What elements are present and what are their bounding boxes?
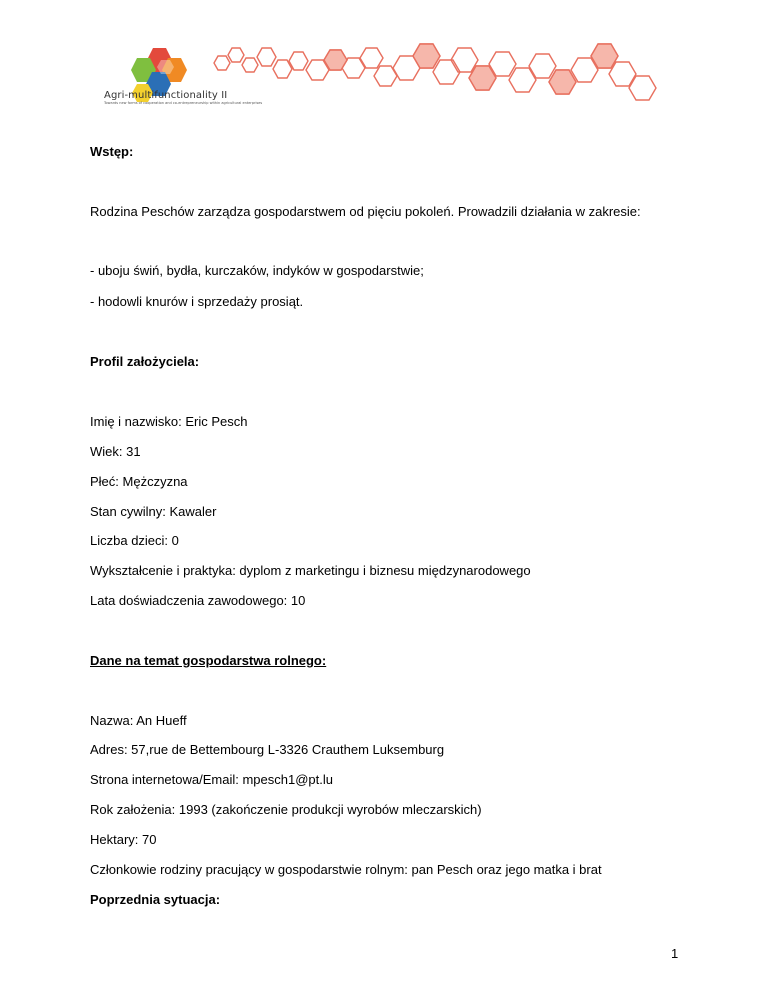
founder-age: Wiek: 31 xyxy=(90,444,141,459)
farm-founding-year: Rok założenia: 1993 (zakończenie produkcji wyrobów mleczarskich) xyxy=(90,802,482,817)
logo-graphic xyxy=(0,0,768,125)
founder-gender: Płeć: Mężczyzna xyxy=(90,474,188,489)
farm-name: Nazwa: An Hueff xyxy=(90,713,187,728)
intro-text: Rodzina Peschów zarządza gospodarstwem od pięciu pokoleń. Prowadzili działania w zakresie: xyxy=(90,204,641,219)
page-number: 1 xyxy=(671,946,679,961)
header-banner xyxy=(0,0,768,125)
intro-item: - uboju świń, bydła, kurczaków, indyków w gospodarstwie; xyxy=(90,263,424,278)
founder-name: Imię i nazwisko: Eric Pesch xyxy=(90,414,248,429)
logo-title: Agri-multifunctionality II xyxy=(104,90,228,101)
previous-situation-heading: Poprzednia sytuacja: xyxy=(90,892,221,907)
farm-hectares: Hektary: 70 xyxy=(90,832,157,847)
intro-item: - hodowli knurów i sprzedaży prosiąt. xyxy=(90,294,304,309)
founder-heading: Profil założyciela: xyxy=(90,354,200,369)
farm-heading: Dane na temat gospodarstwa rolnego: xyxy=(90,653,327,668)
farm-website-email: Strona internetowa/Email: mpesch1@pt.lu xyxy=(90,772,333,787)
logo-subtitle: Towards new forms of cooperation and co-entrepreneurship within agricultural enterprises xyxy=(104,101,263,105)
founder-education: Wykształcenie i praktyka: dyplom z marketingu i biznesu międzynarodowego xyxy=(90,563,531,578)
decorative-hexagon-fills xyxy=(324,44,618,94)
founder-experience: Lata doświadczenia zawodowego: 10 xyxy=(90,593,306,608)
farm-family-members: Członkowie rodziny pracujący w gospodarstwie rolnym: pan Pesch oraz jego matka i brat xyxy=(90,862,602,877)
intro-heading: Wstęp: xyxy=(90,144,134,159)
founder-marital-status: Stan cywilny: Kawaler xyxy=(90,504,217,519)
founder-children: Liczba dzieci: 0 xyxy=(90,533,179,548)
farm-address: Adres: 57,rue de Bettembourg L-3326 Crauthem Luksemburg xyxy=(90,742,445,757)
